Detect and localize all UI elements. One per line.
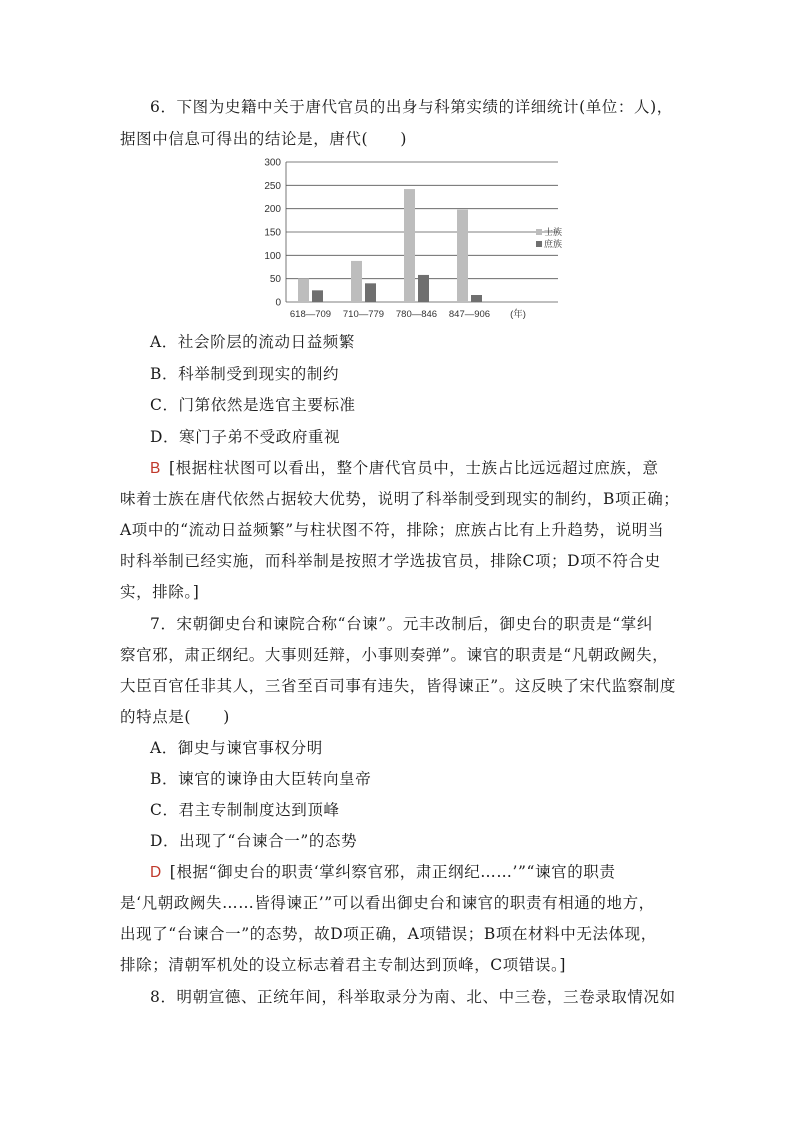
legend-label-庶族: 庶族 — [544, 239, 563, 249]
q7-explanation-line-3: 出现了“台谏合一”的态势，故D项正确，A项错误；B项在材料中无法体现， — [120, 925, 657, 943]
q7-stem-line-1: 7．宋朝御史台和谏院合称“台谏”。元丰改制后，御史台的职责是“掌纠 — [150, 615, 653, 633]
bar-庶族-0 — [312, 290, 323, 302]
bar-士族-1 — [351, 261, 362, 302]
q6-explanation-line-3: A项中的“流动日益频繁”与柱状图不符，排除；庶族占比有上升趋势，说明当 — [120, 521, 665, 539]
q6-option-d: D．寒门子弟不受政府重视 — [150, 428, 341, 446]
q6-explanation-line-4: 时科举制已经实施，而科举制是按照才学选拔官员，排除C项；D项不符合史 — [120, 552, 661, 570]
bar-chart — [250, 152, 570, 327]
q7-explanation-line-4: 排除；清朝军机处的设立标志着君主专制达到顶峰，C项错误。] — [120, 956, 567, 974]
q6-option-c: C．门第依然是选官主要标准 — [150, 396, 356, 414]
x-tick-label-3: 847—906 — [448, 309, 491, 320]
y-tick-label-200: 200 — [264, 204, 281, 216]
q6-stem-line-2: 据图中信息可得出的结论是，唐代( ) — [120, 130, 407, 148]
y-tick-label-0: 0 — [275, 297, 281, 309]
q7-stem-line-4: 的特点是( ) — [120, 708, 230, 726]
x-tick-label-2: 780—846 — [395, 309, 438, 320]
q6-explanation-line-5: 实，排除。] — [120, 583, 200, 601]
y-tick-label-150: 150 — [264, 227, 281, 239]
q6-option-a: A．社会阶层的流动日益频繁 — [150, 333, 355, 351]
bar-士族-0 — [298, 279, 309, 302]
q7-explanation-line-2: 是‘凡朝政阙失……皆得谏正’”可以看出御史台和谏官的职责有相通的地方， — [120, 894, 655, 912]
y-tick-label-50: 50 — [269, 274, 281, 286]
legend-swatch-士族 — [536, 229, 542, 235]
bar-庶族-2 — [418, 275, 429, 302]
q7-option-b: B．谏官的谏诤由大臣转向皇帝 — [150, 770, 372, 788]
x-tick-label-0: 618—709 — [289, 309, 332, 320]
bar-庶族-1 — [365, 283, 376, 302]
bar-士族-2 — [404, 189, 415, 302]
q6-explanation-line-1 — [150, 458, 680, 479]
bar-士族-3 — [457, 210, 468, 302]
x-tick-label-1: 710—779 — [342, 309, 385, 320]
q6-option-b: B．科举制受到现实的制约 — [150, 365, 340, 383]
q7-stem-line-2: 察官邪，肃正纲纪。大事则廷辩，小事则奏弹”。谏官的职责是“凡朝政阙失， — [120, 646, 669, 664]
y-tick-label-300: 300 — [264, 157, 281, 169]
q6-answer: B — [150, 460, 161, 477]
bar-chart-svg — [250, 152, 570, 327]
q6-explanation-line-2: 味着士族在唐代依然占据较大优势，说明了科举制受到现实的制约，B项正确； — [120, 490, 680, 508]
q7-explanation-line-1 — [150, 862, 680, 883]
legend-swatch-庶族 — [536, 241, 542, 247]
q7-option-c: C．君主专制制度达到顶峰 — [150, 801, 340, 819]
q8-stem-line-1: 8．明朝宣德、正统年间，科举取录分为南、北、中三卷，三卷录取情况如 — [150, 988, 676, 1006]
q7-option-a: A．御史与谏官事权分明 — [150, 739, 323, 757]
q6-exp-text-1: [根据柱状图可以看出，整个唐代官员中，士族占比远远超过庶族，意 — [168, 459, 659, 477]
q7-option-d: D．出现了“台谏合一”的态势 — [150, 832, 358, 850]
q7-answer: D — [150, 864, 162, 881]
legend-label-士族: 士族 — [544, 227, 563, 237]
y-tick-label-250: 250 — [264, 180, 281, 192]
y-tick-label-100: 100 — [264, 250, 281, 262]
q7-stem-line-3: 大臣百官任非其人，三省至百司事有违失，皆得谏正”。这反映了宋代监察制度 — [120, 677, 676, 695]
bar-庶族-3 — [471, 295, 482, 302]
x-axis-unit: (年) — [510, 309, 526, 320]
q6-stem-line-1: 6．下图为史籍中关于唐代官员的出身与科第实绩的详细统计(单位：人)， — [150, 98, 673, 116]
q7-exp-text-1: [根据“御史台的职责‘掌纠察官邪，肃正纲纪……’”“谏官的职责 — [169, 863, 616, 881]
